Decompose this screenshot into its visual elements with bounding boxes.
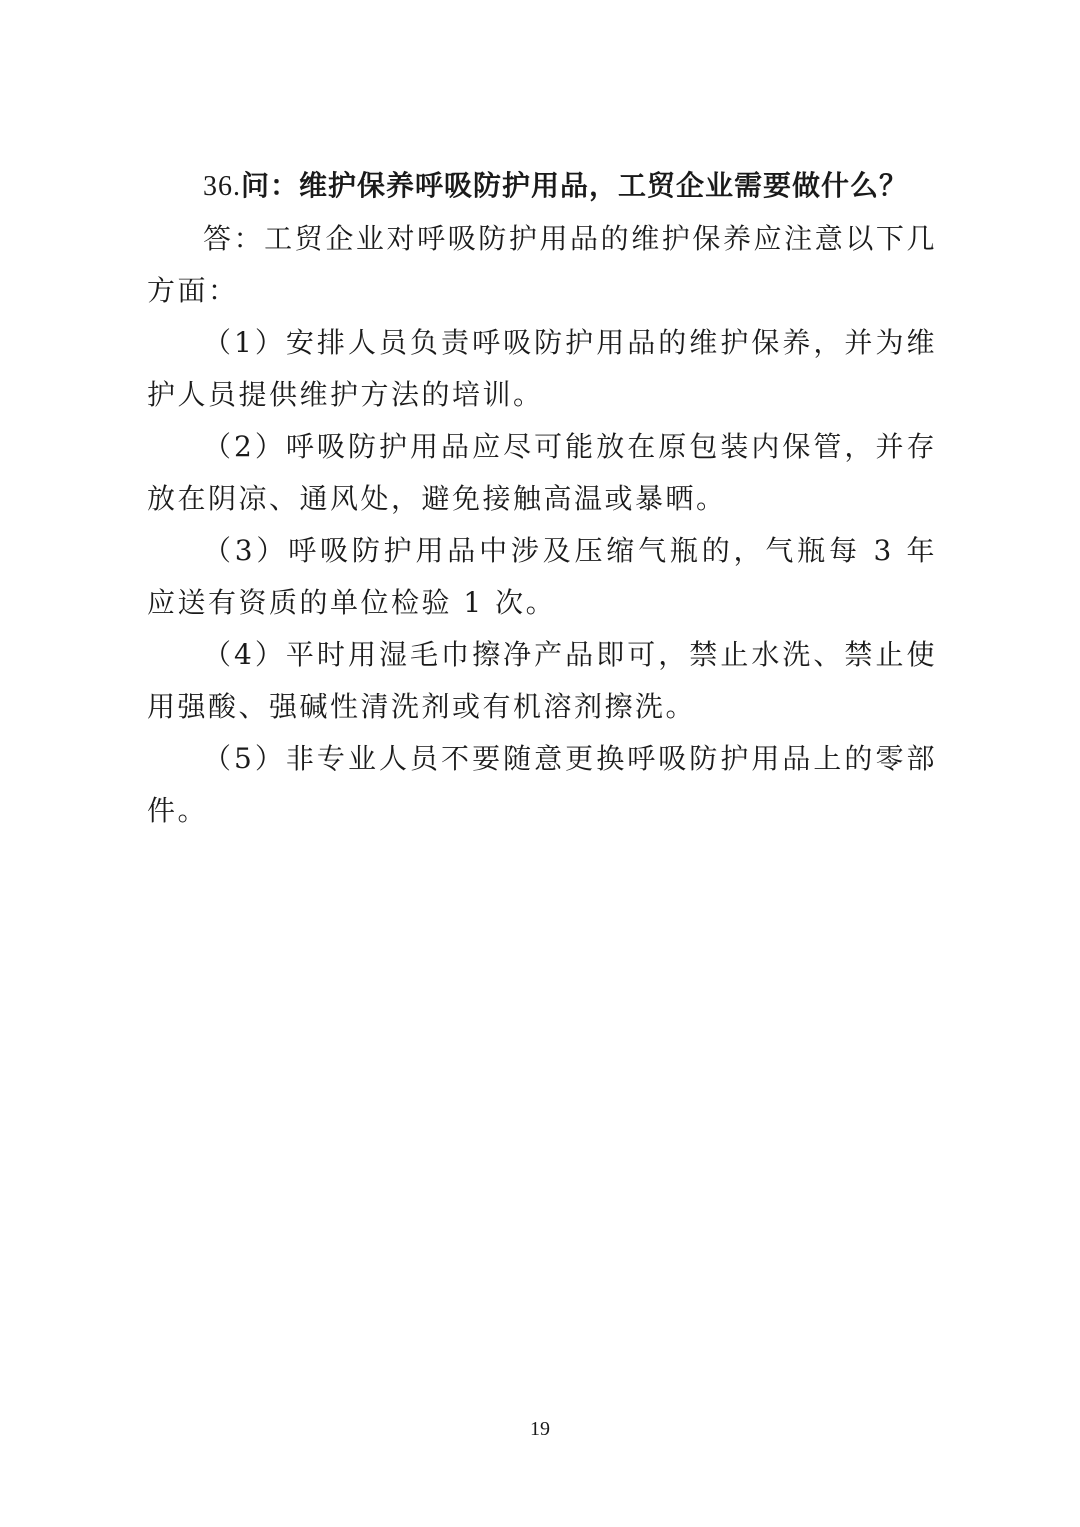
- question-heading: [147, 160, 937, 213]
- document-body: [147, 160, 937, 837]
- answer-intro: 答：工贸企业对呼吸防护用品的维护保养应注意以下几方面：: [147, 222, 937, 307]
- answer-item-2: （2）呼吸防护用品应尽可能放在原包装内保管，并存放在阴凉、通风处，避免接触高温或暴晒。: [147, 430, 937, 515]
- question-number: 36.: [203, 171, 241, 202]
- answer-item-3: （3）呼吸防护用品中涉及压缩气瓶的，气瓶每 3 年应送有资质的单位检验 1 次。: [147, 534, 937, 619]
- question-text: 问：维护保养呼吸防护用品，工贸企业需要做什么？: [241, 169, 909, 202]
- answer-item-5: （5）非专业人员不要随意更换呼吸防护用品上的零部件。: [147, 742, 937, 827]
- page-number: 19: [530, 1418, 550, 1440]
- answer-item-1: （1）安排人员负责呼吸防护用品的维护保养，并为维护人员提供维护方法的培训。: [147, 326, 937, 411]
- answer-item-4: （4）平时用湿毛巾擦净产品即可，禁止水洗、禁止使用强酸、强碱性清洗剂或有机溶剂擦洗。: [147, 638, 937, 723]
